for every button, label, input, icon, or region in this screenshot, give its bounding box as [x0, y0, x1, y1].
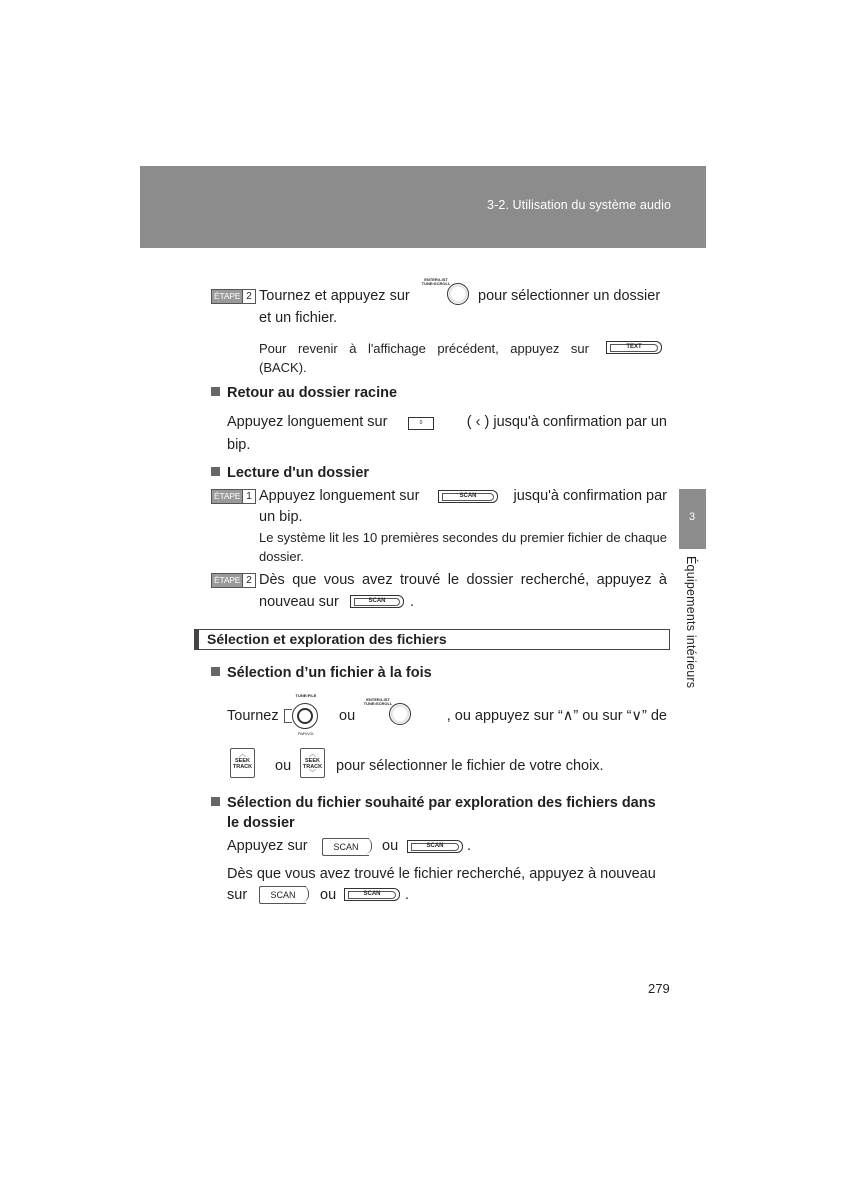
- step-badge-label: ÉTAPE: [214, 291, 241, 301]
- header-title: 3-2. Utilisation du système audio: [487, 198, 671, 212]
- one-file-or-2: ou: [275, 758, 292, 774]
- one-file-or: ou: [339, 708, 356, 724]
- preset-button-icon: 0: [408, 417, 434, 430]
- chapter-side-label: Équipements intérieurs: [684, 556, 698, 689]
- scan-button-icon: SCAN: [407, 840, 463, 853]
- text-button-icon: TEXT: [606, 341, 662, 354]
- enter-knob-icon: [389, 703, 411, 725]
- scan-button-icon: SCAN: [344, 888, 400, 901]
- explore-text-3: sur: [227, 887, 248, 903]
- enter-knob-icon: [447, 283, 469, 305]
- one-file-text: Tournez: [227, 708, 279, 724]
- folder-note: Le système lit les 10 premières secondes du premier fichier de chaque dossier.: [259, 530, 667, 564]
- root-text-2: ( ‹ ) jusqu'à confirmation par un: [466, 414, 667, 430]
- chapter-header: [140, 166, 706, 248]
- explore-text: Appuyez sur: [227, 838, 308, 854]
- scan-button-icon: SCAN: [438, 490, 498, 503]
- folder-step1-text: Appuyez longuement sur: [259, 488, 420, 504]
- step-note: Pour revenir à l'affichage précédent, appuyez sur: [259, 341, 589, 356]
- step-text-part: Tournez et appuyez sur: [259, 288, 410, 304]
- folder-step1-line2: un bip.: [259, 509, 303, 525]
- knob-caption: ENTER•LIST TUNE•SCROLL: [363, 697, 393, 706]
- explore-end-2: .: [405, 887, 410, 903]
- step-badge: [211, 289, 256, 304]
- heading-explore-files: Sélection du fichier souhaité par exploration des fichiers dans: [211, 793, 656, 813]
- bullet-square-icon: [211, 467, 220, 476]
- heading-root-folder: Retour au dossier racine: [211, 383, 397, 403]
- folder-step2-text: Dès que vous avez trouvé le dossier recherché, appuyez à: [259, 572, 667, 588]
- step-badge: ÉTAPE 1: [211, 489, 256, 504]
- one-file-text-3: pour sélectionner le fichier de votre choix.: [336, 758, 604, 774]
- scan-tag-button-icon: SCAN: [322, 838, 369, 856]
- step-badge-number: 2: [242, 290, 255, 303]
- step-badge: ÉTAPE 2: [211, 573, 256, 588]
- folder-step2-end: .: [410, 594, 415, 610]
- explore-text-2: Dès que vous avez trouvé le fichier recherché, appuyez à nouveau: [227, 866, 656, 882]
- bullet-square-icon: [211, 667, 220, 676]
- step-note-line2: (BACK).: [259, 360, 307, 375]
- section-title: Sélection et exploration des fichiers: [194, 629, 670, 650]
- step-text-line2: et un fichier.: [259, 310, 338, 326]
- heading-explore-files-line2: le dossier: [227, 815, 295, 831]
- folder-step2-line2: nouveau sur: [259, 594, 339, 610]
- heading-one-file: Sélection d’un fichier à la fois: [211, 663, 432, 683]
- chapter-tab: [679, 489, 706, 549]
- heading-folder-playback: Lecture d'un dossier: [211, 463, 369, 483]
- scan-button-icon: SCAN: [350, 595, 404, 608]
- page-number: 279: [648, 981, 670, 996]
- bullet-square-icon: [211, 797, 220, 806]
- seek-track-up-icon: ︿ SEEK TRACK: [230, 748, 255, 778]
- explore-or: ou: [382, 838, 399, 854]
- root-text-line2: bip.: [227, 437, 251, 453]
- scan-tag-button-icon: SCAN: [259, 886, 306, 904]
- one-file-text-2: , ou appuyez sur “∧” ou sur “∨” de: [446, 708, 667, 724]
- bullet-square-icon: [211, 387, 220, 396]
- explore-or-2: ou: [320, 887, 337, 903]
- step-text-part: pour sélectionner un dossier: [478, 288, 661, 304]
- root-text: Appuyez longuement sur: [227, 414, 388, 430]
- folder-step1-text-2: jusqu'à confirmation par: [513, 488, 667, 504]
- knob-caption: ENTER•LIST TUNE•SCROLL: [421, 277, 451, 286]
- seek-track-down-icon: ︿ SEEK TRACK ﹀: [300, 748, 325, 778]
- tune-dial-icon: TUNE•FILE PWR•VOL: [284, 697, 328, 737]
- explore-end: .: [467, 838, 472, 854]
- chapter-number: 3: [689, 511, 696, 523]
